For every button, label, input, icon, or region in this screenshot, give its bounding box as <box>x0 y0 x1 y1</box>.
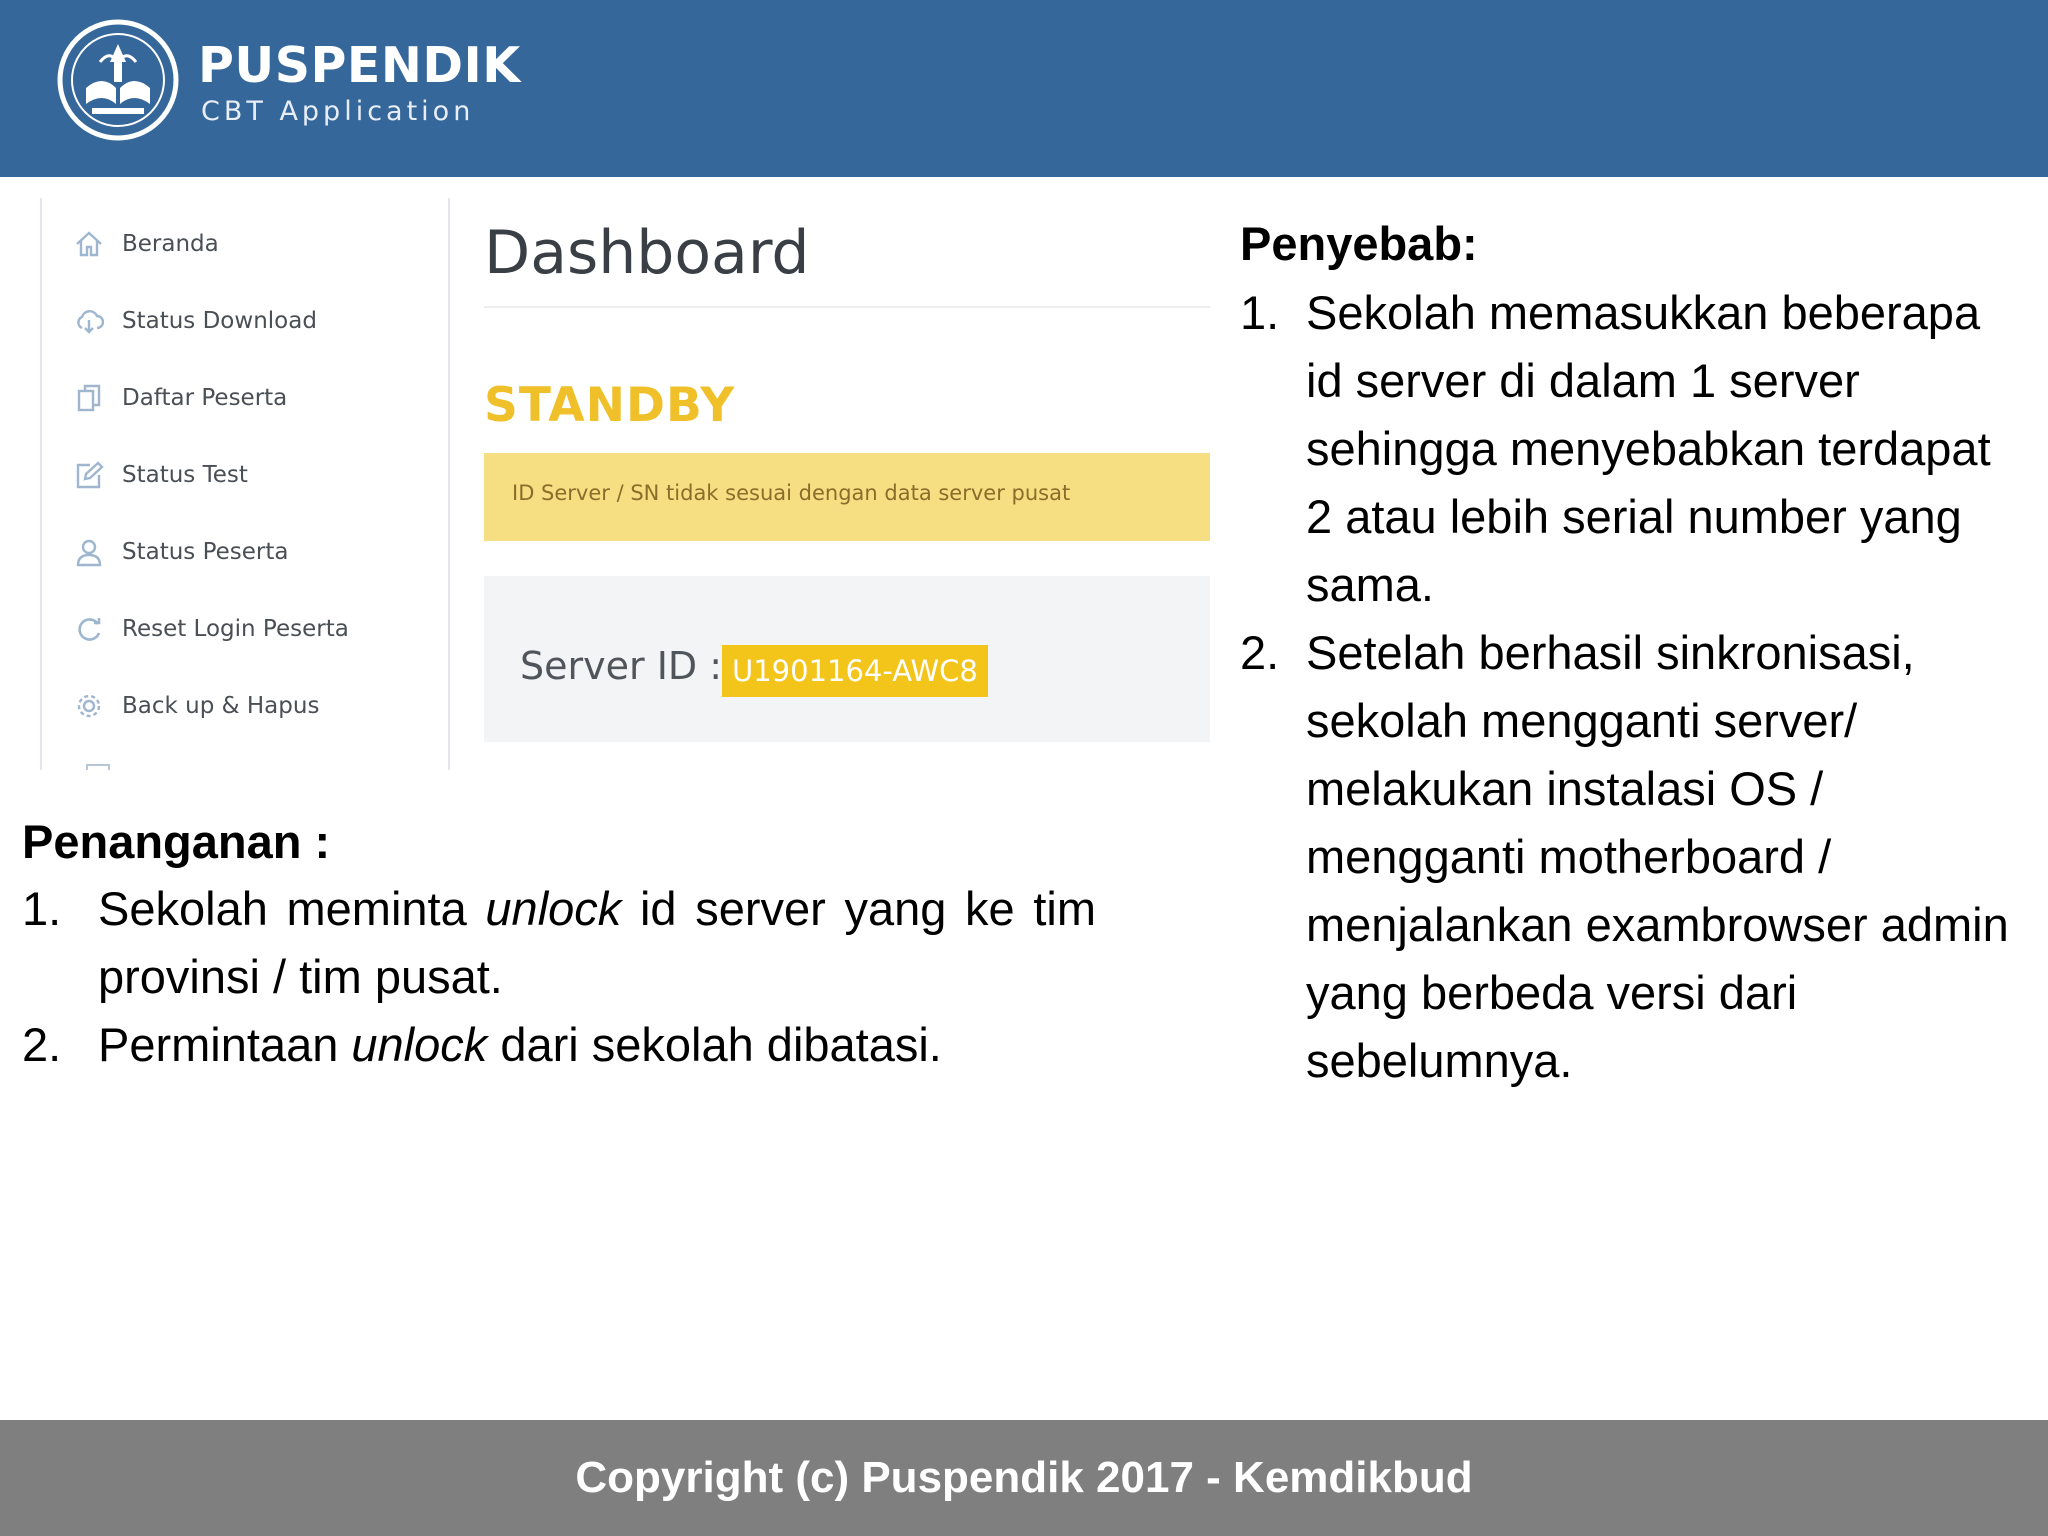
sidebar-item-reset-login-peserta[interactable] <box>72 609 349 649</box>
header-bar <box>0 0 2048 177</box>
penanganan-heading: Penanganan : <box>22 815 331 868</box>
sidebar-item-status-peserta[interactable] <box>72 532 289 572</box>
sidebar-item-label: Status Download <box>122 308 317 334</box>
list-item <box>1240 619 2010 1095</box>
footer-bar <box>0 1420 2048 1536</box>
list-item <box>1240 279 2010 619</box>
app-screenshot <box>40 198 1210 770</box>
brand-title: PUSPENDIK <box>198 37 521 94</box>
list-text-start: Permintaan <box>98 1018 352 1071</box>
page-title: Dashboard <box>484 218 810 288</box>
penyebab-heading: Penyebab: <box>1240 217 1478 270</box>
sidebar-item-label: Status Peserta <box>122 539 289 565</box>
penyebab-list <box>1240 279 2010 1095</box>
divider <box>484 306 1210 308</box>
cloud-download-icon <box>72 304 106 338</box>
sidebar-overflow-icon <box>86 764 110 770</box>
list-text-end: id server yang ke tim provinsi / tim pusat. <box>98 882 1096 1003</box>
list-text-emphasis: unlock <box>351 1018 488 1071</box>
sidebar-item-label: Reset Login Peserta <box>122 616 349 642</box>
list-text-start: Sekolah meminta <box>98 882 486 935</box>
sidebar-item-label: Status Test <box>122 462 248 488</box>
sidebar-item-back-up-hapus[interactable] <box>72 686 319 726</box>
brand-subtitle: CBT Application <box>201 96 475 127</box>
gear-icon <box>72 689 106 723</box>
sidebar-item-label: Daftar Peserta <box>122 385 288 411</box>
sidebar-item-label: Back up & Hapus <box>122 693 320 719</box>
user-icon <box>72 535 106 569</box>
list-text: Sekolah memasukkan beberapa id server di dalam 1 server sehingga menyebabkan terdapat 2 atau lebih serial number yang sama. <box>1306 286 1991 611</box>
home-icon <box>72 227 106 261</box>
sidebar-item-status-test[interactable] <box>72 455 248 495</box>
list-number: 1. <box>1240 286 1280 339</box>
list-number: 2. <box>1240 626 1280 679</box>
list-text-end: dari sekolah dibatasi. <box>487 1018 942 1071</box>
sidebar-item-label: Beranda <box>122 231 219 257</box>
status-heading: STANDBY <box>484 378 736 433</box>
copyright-text: Copyright (c) Puspendik 2017 - Kemdikbud <box>575 1453 1473 1502</box>
server-id-value: U1901164-AWC8 <box>722 645 988 697</box>
list-text-emphasis: unlock <box>485 882 622 935</box>
server-id-panel <box>484 576 1210 742</box>
list-item <box>22 1011 1102 1079</box>
list-number: 2. <box>22 1018 62 1071</box>
alert-text: ID Server / SN tidak sesuai dengan data server pusat <box>512 481 1071 505</box>
clipboard-icon <box>72 381 106 415</box>
list-text: Setelah berhasil sinkronisasi, sekolah mengganti server/ melakukan instalasi OS / mengganti motherboard / menjalankan exambrowser admin yang berbeda versi dari sebelumnya. <box>1306 626 2009 1087</box>
refresh-icon <box>72 612 106 646</box>
server-id-label: Server ID : <box>520 644 723 688</box>
warning-alert <box>484 453 1210 541</box>
penanganan-list <box>22 875 1102 1079</box>
tut-wuri-handayani-emblem-icon <box>56 18 180 142</box>
sidebar-item-beranda[interactable] <box>72 224 219 264</box>
sidebar <box>40 198 450 770</box>
list-number: 1. <box>22 882 62 935</box>
edit-icon <box>72 458 106 492</box>
list-item <box>22 875 1096 1011</box>
sidebar-item-status-download[interactable] <box>72 301 317 341</box>
sidebar-item-daftar-peserta[interactable] <box>72 378 287 418</box>
